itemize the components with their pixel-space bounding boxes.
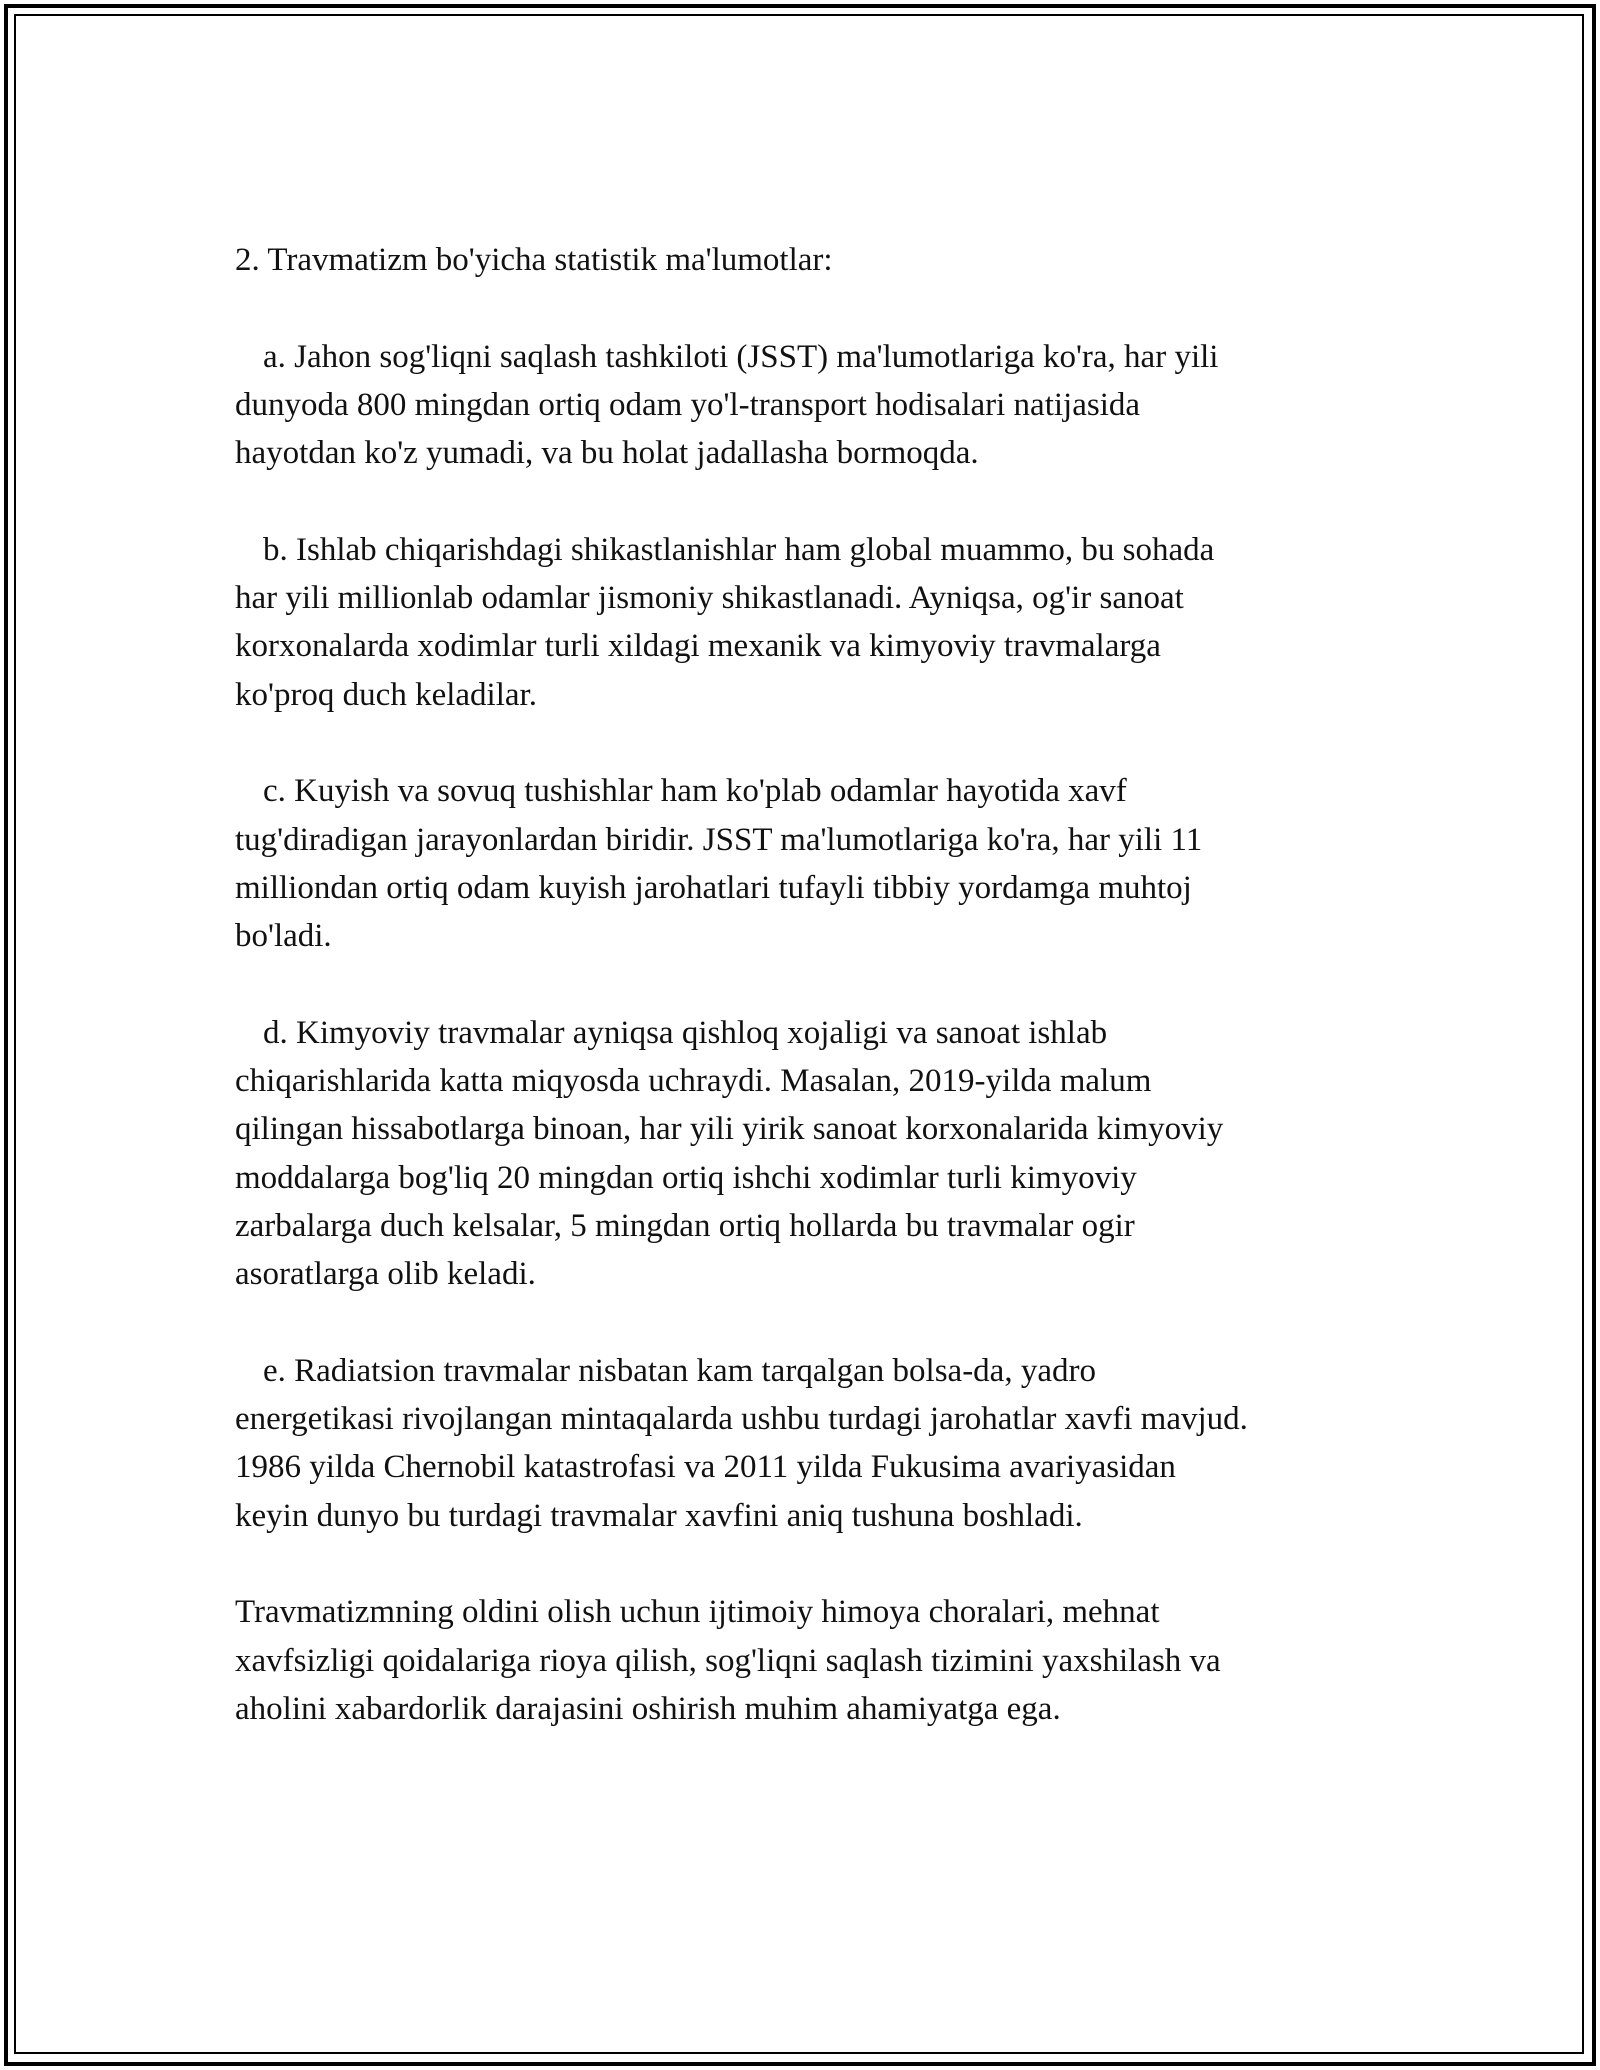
statistic-item-a <box>235 333 1385 478</box>
conclusion-line: Travmatizmning oldini olish uchun ijtimoiy himoya choralari, mehnat <box>235 1594 1160 1631</box>
statistic-item-c <box>235 767 1385 960</box>
item-line: zarbalarga duch kelsalar, 5 mingdan ortiq hollarda bu travmalar ogir <box>235 1207 1135 1244</box>
item-line: b. Ishlab chiqarishdagi shikastlanishlar ham global muammo, bu sohada <box>263 531 1215 568</box>
item-line: chiqarishlarida katta miqyosda uchraydi. Masalan, 2019-yilda malum <box>235 1063 1152 1100</box>
item-line: energetikasi rivojlangan mintaqalarda ushbu turdagi jarohatlar xavfi mavjud. <box>235 1401 1248 1438</box>
item-line: c. Kuyish va sovuq tushishlar ham ko'plab odamlar hayotida xavf <box>263 773 1127 810</box>
item-line: har yili millionlab odamlar jismoniy shikastlanadi. Ayniqsa, og'ir sanoat <box>235 580 1184 617</box>
conclusion-line: xavfsizligi qoidalariga rioya qilish, sog'liqni saqlash tizimini yaxshilash va <box>235 1642 1221 1679</box>
item-line: keyin dunyo bu turdagi travmalar xavfini aniq tushuna boshladi. <box>235 1497 1083 1534</box>
item-line: e. Radiatsion travmalar nisbatan kam tarqalgan bolsa-da, yadro <box>263 1352 1096 1389</box>
section-heading: 2. Travmatizm bo'yicha statistik ma'lumotlar: <box>235 242 833 278</box>
conclusion-line: aholini xabardorlik darajasini oshirish muhim ahamiyatga ega. <box>235 1690 1061 1727</box>
item-line: a. Jahon sog'liqni saqlash tashkiloti (JSST) ma'lumotlariga ko'ra, har yili <box>263 338 1219 375</box>
item-line: ko'proq duch keladilar. <box>235 676 537 713</box>
item-line: 1986 yilda Chernobil katastrofasi va 2011 yilda Fukusima avariyasidan <box>235 1449 1176 1486</box>
statistic-item-e <box>235 1347 1385 1540</box>
item-line: qilingan hissabotlarga binoan, har yili yirik sanoat korxonalarida kimyoviy <box>235 1111 1224 1148</box>
statistic-item-d <box>235 1009 1385 1299</box>
document-body <box>235 236 1385 1782</box>
item-line: bo'ladi. <box>235 918 332 955</box>
item-line: asoratlarga olib keladi. <box>235 1256 536 1293</box>
item-line: tug'diradigan jarayonlardan biridir. JSST ma'lumotlariga ko'ra, har yili 11 <box>235 821 1203 858</box>
item-line: d. Kimyoviy travmalar ayniqsa qishloq xojaligi va sanoat ishlab <box>263 1014 1108 1051</box>
item-line: moddalarga bog'liq 20 mingdan ortiq ishchi xodimlar turli kimyoviy <box>235 1159 1137 1196</box>
conclusion-paragraph <box>235 1588 1385 1733</box>
item-line: korxonalarda xodimlar turli xildagi mexanik va kimyoviy travmalarga <box>235 628 1161 665</box>
item-line: dunyoda 800 mingdan ortiq odam yo'l-transport hodisalari natijasida <box>235 386 1141 423</box>
item-line: hayotdan ko'z yumadi, va bu holat jadallasha bormoqda. <box>235 435 979 472</box>
statistic-item-b <box>235 526 1385 719</box>
item-line: milliondan ortiq odam kuyish jarohatlari tufayli tibbiy yordamga muhtoj <box>235 869 1192 906</box>
